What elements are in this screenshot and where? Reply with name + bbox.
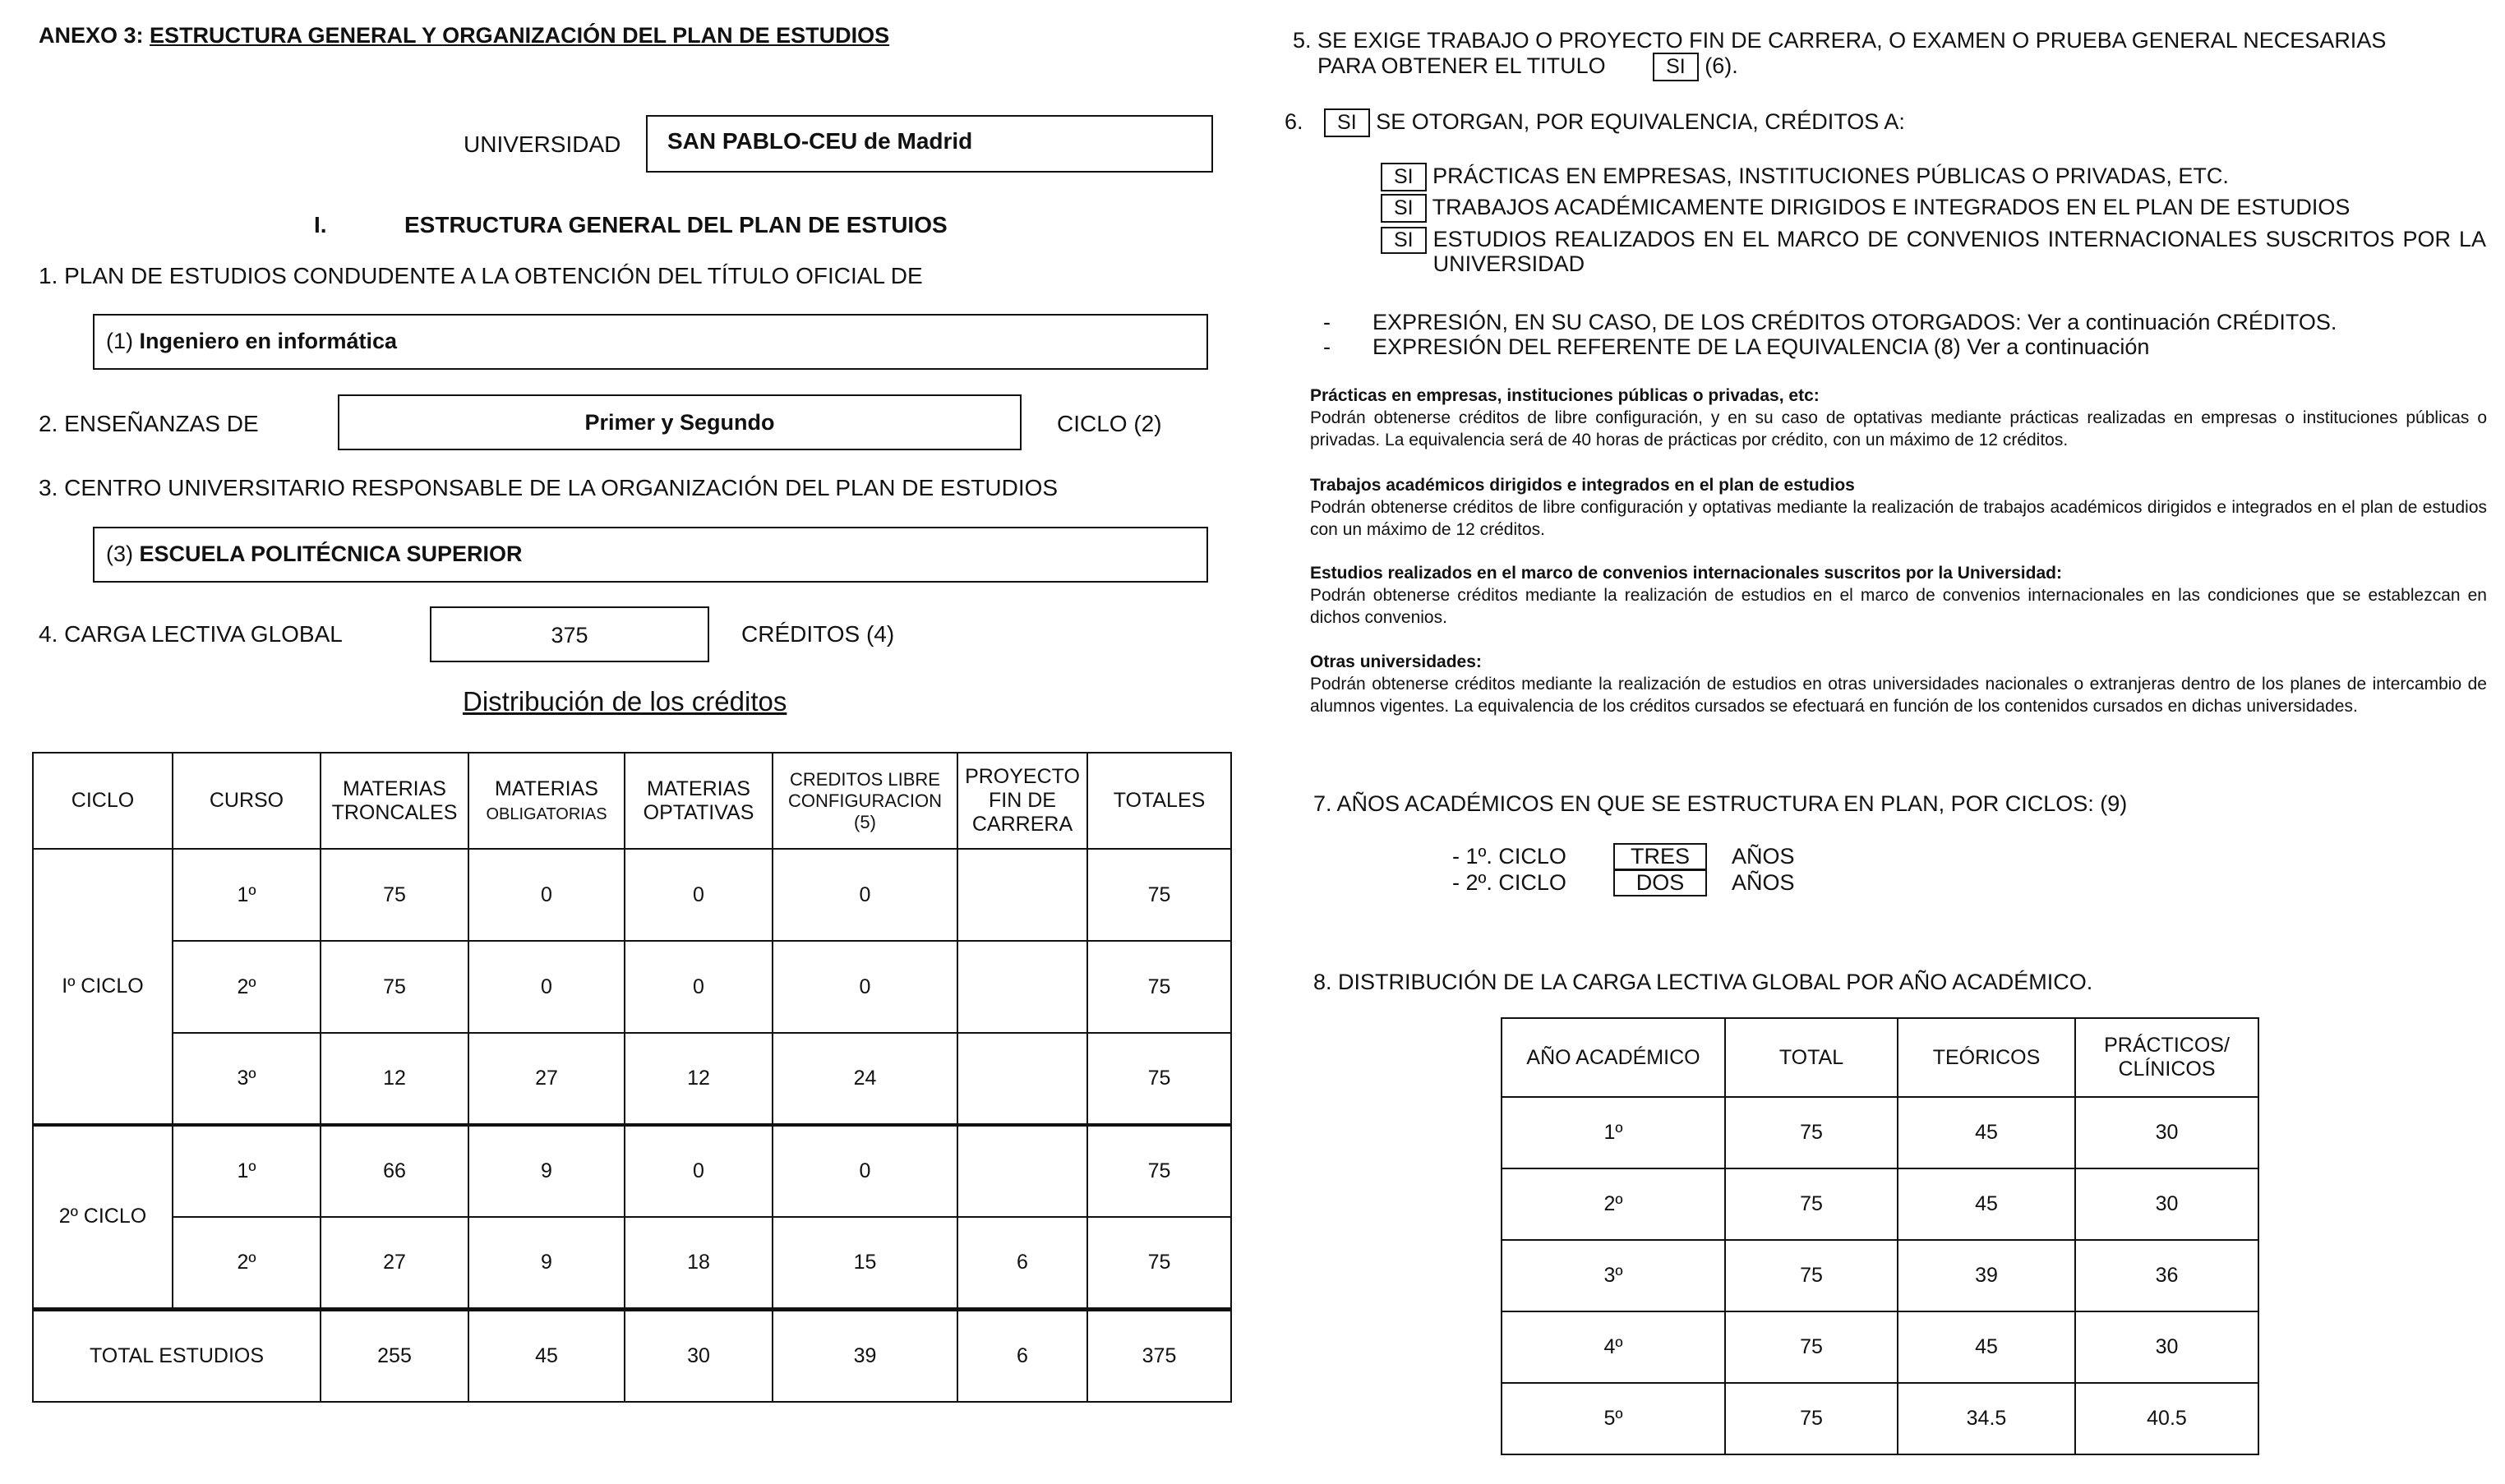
item4-label: 4. CARGA LECTIVA GLOBAL bbox=[39, 621, 343, 647]
cell-proyecto bbox=[957, 941, 1087, 1033]
item5-line1: 5. SE EXIGE TRABAJO O PROYECTO FIN DE CARRERA, O EXAMEN O PRUEBA GENERAL NECESARIAS bbox=[1293, 28, 2387, 53]
cell-optativas: 0 bbox=[625, 941, 773, 1033]
item6-label: SE OTORGAN, POR EQUIVALENCIA, CRÉDITOS A: bbox=[1376, 109, 1905, 134]
university-label: UNIVERSIDAD bbox=[464, 131, 621, 157]
university-field bbox=[646, 115, 1213, 173]
cell-teoricos: 45 bbox=[1898, 1168, 2075, 1240]
total-label: TOTAL ESTUDIOS bbox=[33, 1309, 321, 1402]
cell-optativas: 18 bbox=[625, 1217, 773, 1309]
item5-ref: (6). bbox=[1705, 53, 1738, 78]
cell-totales: 75 bbox=[1087, 849, 1231, 941]
note-otras: Otras universidades: Podrán obtenerse créditos mediante la realización de estudios en otras universidades nacionales o extranjeras dentro de los planes de intercambio de alumnos vigentes. La equivalencia de los créditos cursados se efectuará en función de los contenidos cursados en dichas universidades. bbox=[1310, 652, 2487, 716]
total-obligatorias: 45 bbox=[468, 1309, 625, 1402]
cell-proyecto bbox=[957, 1125, 1087, 1217]
header-teoricos: TEÓRICOS bbox=[1898, 1018, 2075, 1097]
cell-libre: 0 bbox=[773, 849, 957, 941]
cell-total: 75 bbox=[1725, 1383, 1898, 1454]
cycle-years-row: - 1º. CICLO TRES AÑOS bbox=[1452, 844, 1795, 869]
cell-troncales: 12 bbox=[321, 1033, 468, 1125]
header-total: TOTAL bbox=[1725, 1018, 1898, 1097]
yearly-load-table bbox=[1501, 1017, 2259, 1455]
total-troncales: 255 bbox=[321, 1309, 468, 1402]
annex-heading bbox=[39, 23, 889, 48]
cell-libre: 24 bbox=[773, 1033, 957, 1125]
item3-label: 3. CENTRO UNIVERSITARIO RESPONSABLE DE LA ORGANIZACIÓN DEL PLAN DE ESTUDIOS bbox=[39, 475, 1059, 500]
cell-practicos: 40.5 bbox=[2075, 1383, 2258, 1454]
table-row bbox=[33, 941, 1231, 1033]
cell-obligatorias: 0 bbox=[468, 849, 625, 941]
table-row bbox=[1502, 1097, 2258, 1168]
center-field bbox=[93, 527, 1208, 583]
cell-practicos: 30 bbox=[2075, 1168, 2258, 1240]
years-box: TRES bbox=[1613, 843, 1707, 870]
cell-total: 75 bbox=[1725, 1097, 1898, 1168]
cycle2-cell: 2º CICLO bbox=[33, 1125, 173, 1309]
cell-anio: 3º bbox=[1502, 1240, 1725, 1311]
header-ciclo: CICLO bbox=[33, 753, 173, 849]
header-optativas: MATERIAS OPTATIVAS bbox=[625, 753, 773, 849]
cell-troncales: 75 bbox=[321, 941, 468, 1033]
cell-optativas: 0 bbox=[625, 1125, 773, 1217]
cycle-years-row: - 2º. CICLO DOS AÑOS bbox=[1452, 870, 1795, 895]
cell-obligatorias: 0 bbox=[468, 941, 625, 1033]
item1-label: 1. PLAN DE ESTUDIOS CONDUDENTE A LA OBTENCIÓN DEL TÍTULO OFICIAL DE bbox=[39, 263, 923, 288]
section-numeral: I. bbox=[314, 212, 327, 237]
cell-optativas: 0 bbox=[625, 849, 773, 941]
cell-anio: 4º bbox=[1502, 1311, 1725, 1383]
item6-si-box: SI bbox=[1324, 108, 1370, 137]
cell-troncales: 27 bbox=[321, 1217, 468, 1309]
cell-total: 75 bbox=[1725, 1240, 1898, 1311]
annex-title: ESTRUCTURA GENERAL Y ORGANIZACIÓN DEL PLAN DE ESTUDIOS bbox=[150, 23, 890, 48]
equivalence-text: PRÁCTICAS EN EMPRESAS, INSTITUCIONES PÚBLICAS O PRIVADAS, ETC. bbox=[1432, 164, 2229, 188]
table-header-row bbox=[33, 753, 1231, 849]
cycle-suffix: CICLO (2) bbox=[1057, 411, 1162, 436]
table-row bbox=[33, 849, 1231, 941]
cell-libre: 15 bbox=[773, 1217, 957, 1309]
section-title: ESTRUCTURA GENERAL DEL PLAN DE ESTUIOS bbox=[404, 212, 948, 237]
cell-totales: 75 bbox=[1087, 1033, 1231, 1125]
table-row bbox=[1502, 1240, 2258, 1311]
item5-line2: PARA OBTENER EL TITULO SI (6). bbox=[1317, 53, 1738, 81]
total-optativas: 30 bbox=[625, 1309, 773, 1402]
note-trabajos: Trabajos académicos dirigidos e integrados en el plan de estudios Podrán obtenerse créditos de libre configuración y optativas mediante la realización de trabajos académicos dirigidos e integrados en el plan de estudios con un máximo de 12 créditos. bbox=[1310, 476, 2487, 539]
table-row bbox=[33, 1217, 1231, 1309]
cell-curso: 1º bbox=[173, 1125, 321, 1217]
degree-value: Ingeniero en informática bbox=[139, 329, 398, 353]
cell-practicos: 36 bbox=[2075, 1240, 2258, 1311]
total-row bbox=[33, 1309, 1231, 1402]
header-anio: AÑO ACADÉMICO bbox=[1502, 1018, 1725, 1097]
equivalence-text: TRABAJOS ACADÉMICAMENTE DIRIGIDOS E INTEGRADOS EN EL PLAN DE ESTUDIOS bbox=[1432, 195, 2350, 219]
credits-value: 375 bbox=[551, 623, 588, 648]
cell-obligatorias: 9 bbox=[468, 1125, 625, 1217]
teaching-value: Primer y Segundo bbox=[584, 410, 775, 435]
header-proyecto: PROYECTO FIN DE CARRERA bbox=[957, 753, 1087, 849]
si-box: SI bbox=[1381, 163, 1427, 191]
cell-optativas: 12 bbox=[625, 1033, 773, 1125]
cell-obligatorias: 27 bbox=[468, 1033, 625, 1125]
table-row bbox=[1502, 1383, 2258, 1454]
header-troncales: MATERIAS TRONCALES bbox=[321, 753, 468, 849]
annex-prefix: ANEXO 3: bbox=[39, 23, 144, 48]
cell-obligatorias: 9 bbox=[468, 1217, 625, 1309]
bullet-item: - EXPRESIÓN, EN SU CASO, DE LOS CRÉDITOS OTORGADOS: Ver a continuación CRÉDITOS. bbox=[1323, 310, 2337, 334]
cell-totales: 75 bbox=[1087, 941, 1231, 1033]
header-totales: TOTALES bbox=[1087, 753, 1231, 849]
credits-distribution-table bbox=[32, 752, 1232, 1403]
cell-anio: 1º bbox=[1502, 1097, 1725, 1168]
item8-label: 8. DISTRIBUCIÓN DE LA CARGA LECTIVA GLOBAL POR AÑO ACADÉMICO. bbox=[1313, 970, 2093, 994]
equivalence-item bbox=[1381, 227, 2486, 276]
table-header-row bbox=[1502, 1018, 2258, 1097]
table-row bbox=[1502, 1311, 2258, 1383]
equivalence-text: ESTUDIOS REALIZADOS EN EL MARCO DE CONVENIOS INTERNACIONALES SUSCRITOS POR LA UNIVERSIDAD bbox=[1432, 227, 2486, 276]
table-row bbox=[1502, 1168, 2258, 1240]
cell-anio: 5º bbox=[1502, 1383, 1725, 1454]
cell-curso: 1º bbox=[173, 849, 321, 941]
cell-teoricos: 45 bbox=[1898, 1097, 2075, 1168]
si-box: SI bbox=[1381, 227, 1427, 254]
cell-proyecto: 6 bbox=[957, 1217, 1087, 1309]
header-obligatorias: MATERIAS OBLIGATORIAS bbox=[468, 753, 625, 849]
cell-total: 75 bbox=[1725, 1311, 1898, 1383]
equivalence-item bbox=[1381, 194, 2350, 223]
degree-field bbox=[93, 314, 1208, 370]
note-practicas: Prácticas en empresas, instituciones públicas o privadas, etc: Podrán obtenerse créditos de libre configuración, y en su caso de optativas mediante prácticas realizadas en empresas o instituciones públicas o privadas. La equivalencia será de 40 horas de prácticas por crédito, con un máximo de 12 créditos. bbox=[1310, 386, 2487, 449]
center-ref: (3) bbox=[106, 542, 133, 566]
cell-teoricos: 34.5 bbox=[1898, 1383, 2075, 1454]
table-row bbox=[33, 1033, 1231, 1125]
total-libre: 39 bbox=[773, 1309, 957, 1402]
note-convenios: Estudios realizados en el marco de convenios internacionales suscritos por la Universidad: Podrán obtenerse créditos mediante la realización de estudios en el marco de convenios internacionales en las condiciones que se establezcan en dichos convenios. bbox=[1310, 564, 2487, 627]
cycle1-cell: Iº CICLO bbox=[33, 849, 173, 1125]
si-box: SI bbox=[1381, 194, 1427, 223]
cell-teoricos: 45 bbox=[1898, 1311, 2075, 1383]
item6-heading: 6. SI SE OTORGAN, POR EQUIVALENCIA, CRÉDITOS A: bbox=[1285, 108, 1905, 137]
total-totales: 375 bbox=[1087, 1309, 1231, 1402]
cell-proyecto bbox=[957, 1033, 1087, 1125]
cell-totales: 75 bbox=[1087, 1217, 1231, 1309]
university-value: SAN PABLO-CEU de Madrid bbox=[667, 128, 973, 154]
item5-si-box: SI bbox=[1653, 53, 1699, 81]
cell-teoricos: 39 bbox=[1898, 1240, 2075, 1311]
item2-label: 2. ENSEÑANZAS DE bbox=[39, 411, 259, 436]
equivalence-item bbox=[1381, 163, 2229, 191]
cell-curso: 3º bbox=[173, 1033, 321, 1125]
credits-suffix: CRÉDITOS (4) bbox=[741, 621, 895, 647]
center-value: ESCUELA POLITÉCNICA SUPERIOR bbox=[139, 542, 523, 566]
teaching-field bbox=[338, 394, 1022, 450]
cell-practicos: 30 bbox=[2075, 1097, 2258, 1168]
years-box: DOS bbox=[1613, 869, 1707, 896]
header-practicos: PRÁCTICOS/ CLÍNICOS bbox=[2075, 1018, 2258, 1097]
cell-libre: 0 bbox=[773, 1125, 957, 1217]
cell-troncales: 75 bbox=[321, 849, 468, 941]
header-libre: CREDITOS LIBRE CONFIGURACION (5) bbox=[773, 753, 957, 849]
cell-totales: 75 bbox=[1087, 1125, 1231, 1217]
cell-curso: 2º bbox=[173, 941, 321, 1033]
cell-proyecto bbox=[957, 849, 1087, 941]
bullet-item: - EXPRESIÓN DEL REFERENTE DE LA EQUIVALENCIA (8) Ver a continuación bbox=[1323, 334, 2150, 359]
cell-total: 75 bbox=[1725, 1168, 1898, 1240]
item7-label: 7. AÑOS ACADÉMICOS EN QUE SE ESTRUCTURA EN PLAN, POR CICLOS: (9) bbox=[1313, 791, 2128, 816]
credits-field bbox=[430, 606, 709, 662]
distribution-title: Distribución de los créditos bbox=[463, 686, 787, 717]
cell-libre: 0 bbox=[773, 941, 957, 1033]
table-row bbox=[33, 1125, 1231, 1217]
cell-troncales: 66 bbox=[321, 1125, 468, 1217]
header-curso: CURSO bbox=[173, 753, 321, 849]
cell-curso: 2º bbox=[173, 1217, 321, 1309]
total-proyecto: 6 bbox=[957, 1309, 1087, 1402]
degree-ref: (1) bbox=[106, 329, 133, 353]
cell-practicos: 30 bbox=[2075, 1311, 2258, 1383]
cell-anio: 2º bbox=[1502, 1168, 1725, 1240]
